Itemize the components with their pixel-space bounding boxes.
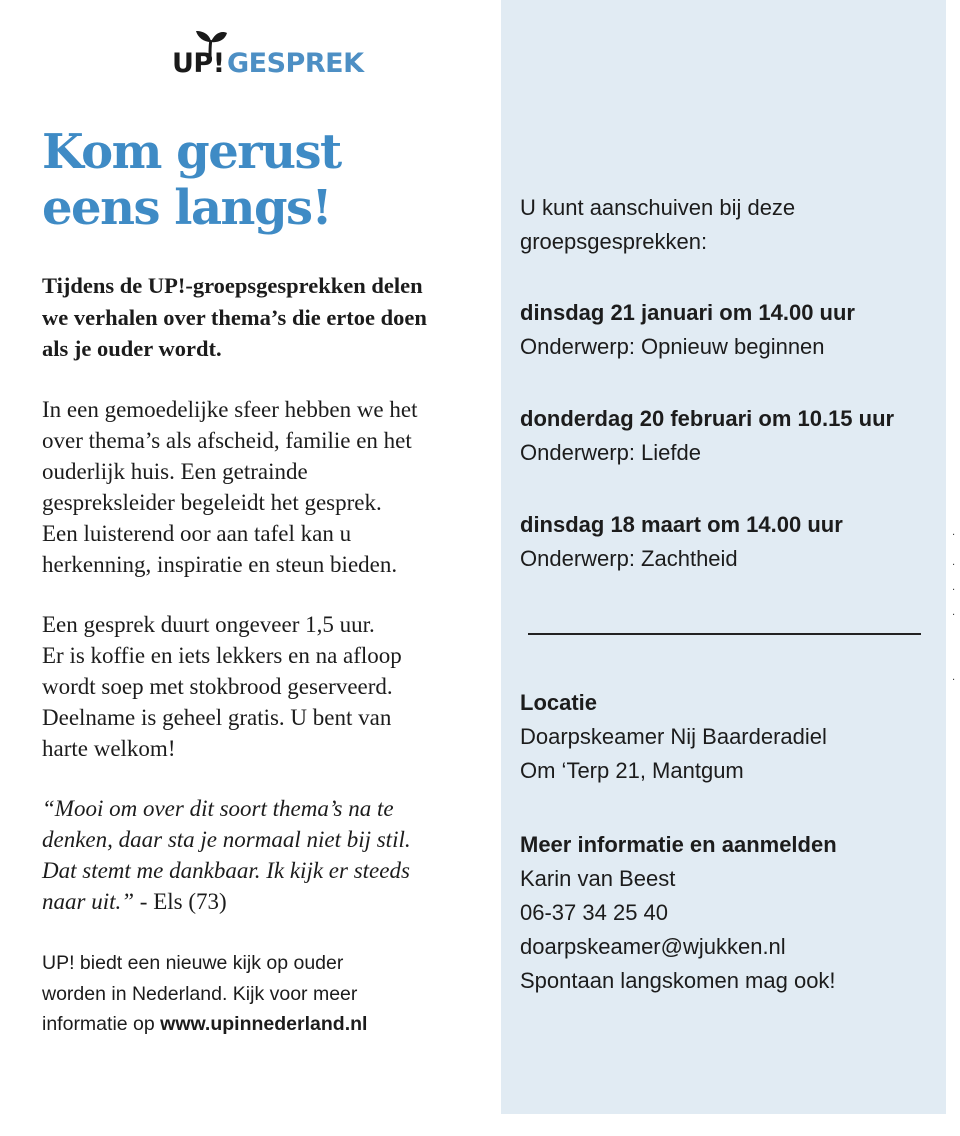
body-line: over thema’s als afscheid, familie en het xyxy=(42,428,412,453)
quote-line: Dat stemt me dankbaar. Ik kijk er steeds xyxy=(42,858,410,883)
body-line: wordt soep met stokbrood geserveerd. xyxy=(42,674,393,699)
body-line: harte welkom! xyxy=(42,736,176,761)
session-2 xyxy=(520,402,940,470)
lead-line: we verhalen over thema’s die ertoe doen xyxy=(42,304,427,330)
title-line-1: Kom gerust xyxy=(42,124,341,180)
lead-paragraph xyxy=(42,270,482,365)
footer-line: informatie op xyxy=(42,1013,161,1035)
title-line-2: eens langs! xyxy=(42,180,332,236)
session-topic: Onderwerp: Zachtheid xyxy=(520,546,738,571)
website-link[interactable]: www.upinnederland.nl xyxy=(160,1013,368,1035)
contact-phone[interactable]: 06-37 34 25 40 xyxy=(520,900,669,925)
intro-paragraph xyxy=(42,394,482,580)
quote-attribution: - Els (73) xyxy=(134,889,227,914)
session-1 xyxy=(520,296,940,364)
session-topic: Onderwerp: Liefde xyxy=(520,440,701,465)
testimonial-quote xyxy=(42,793,482,917)
body-line: Er is koffie en iets lekkers en na afloop xyxy=(42,643,402,668)
sessions-intro xyxy=(520,191,940,259)
body-line: Een gesprek duurt ongeveer 1,5 uur. xyxy=(42,612,375,637)
lead-line: Tijdens de UP!-groepsgesprekken delen xyxy=(42,273,423,298)
intro-line: U kunt aanschuiven bij deze xyxy=(520,195,796,220)
quote-line: naar uit.” xyxy=(42,889,135,914)
contact-email[interactable]: doarpskeamer@wjukken.nl xyxy=(520,934,786,959)
body-line: Een luisterend oor aan tafel kan u xyxy=(42,521,352,546)
section-divider xyxy=(528,633,921,635)
session-date: donderdag 20 februari om 10.15 uur xyxy=(520,406,895,431)
session-3 xyxy=(520,508,940,576)
footer-line: worden in Nederland. Kijk voor meer xyxy=(42,982,358,1005)
location-address: Om ‘Terp 21, Mantgum xyxy=(520,758,744,783)
body-line: In een gemoedelijke sfeer hebben we het xyxy=(42,397,418,422)
contact-heading: Meer informatie en aanmelden xyxy=(520,832,837,857)
logo-gesprek-text: GESPREK xyxy=(227,48,364,79)
session-date: dinsdag 18 maart om 14.00 uur xyxy=(520,512,843,537)
body-line: Deelname is geheel gratis. U bent van xyxy=(42,705,392,730)
footer-line: UP! biedt een nieuwe kijk op ouder xyxy=(42,952,344,974)
contact-block xyxy=(520,828,940,998)
body-line: gespreksleider begeleidt het gesprek. xyxy=(42,490,382,515)
quote-line: denken, daar sta je normaal niet bij stil. xyxy=(42,827,411,852)
location-heading: Locatie xyxy=(520,690,598,715)
up-gesprek-logo xyxy=(172,30,364,80)
contact-note: Spontaan langskomen mag ook! xyxy=(520,968,836,993)
location-block xyxy=(520,686,940,788)
session-date: dinsdag 21 januari om 14.00 uur xyxy=(520,300,855,325)
contact-name: Karin van Beest xyxy=(520,866,676,891)
footer-info xyxy=(42,948,482,1040)
page-edge-marks: · · · · · xyxy=(952,530,956,686)
intro-line: groepsgesprekken: xyxy=(520,229,708,254)
body-line: ouderlijk huis. Een getrainde xyxy=(42,459,308,484)
quote-line: “Mooi om over dit soort thema’s na te xyxy=(42,796,394,821)
body-line: herkenning, inspiratie en steun bieden. xyxy=(42,552,398,577)
location-name: Doarpskeamer Nij Baarderadiel xyxy=(520,724,827,749)
details-paragraph xyxy=(42,609,482,764)
session-topic: Onderwerp: Opnieuw beginnen xyxy=(520,334,825,359)
page-title xyxy=(42,124,482,236)
logo-up-text: UP! xyxy=(172,48,225,79)
lead-line: als je ouder wordt. xyxy=(42,336,222,361)
